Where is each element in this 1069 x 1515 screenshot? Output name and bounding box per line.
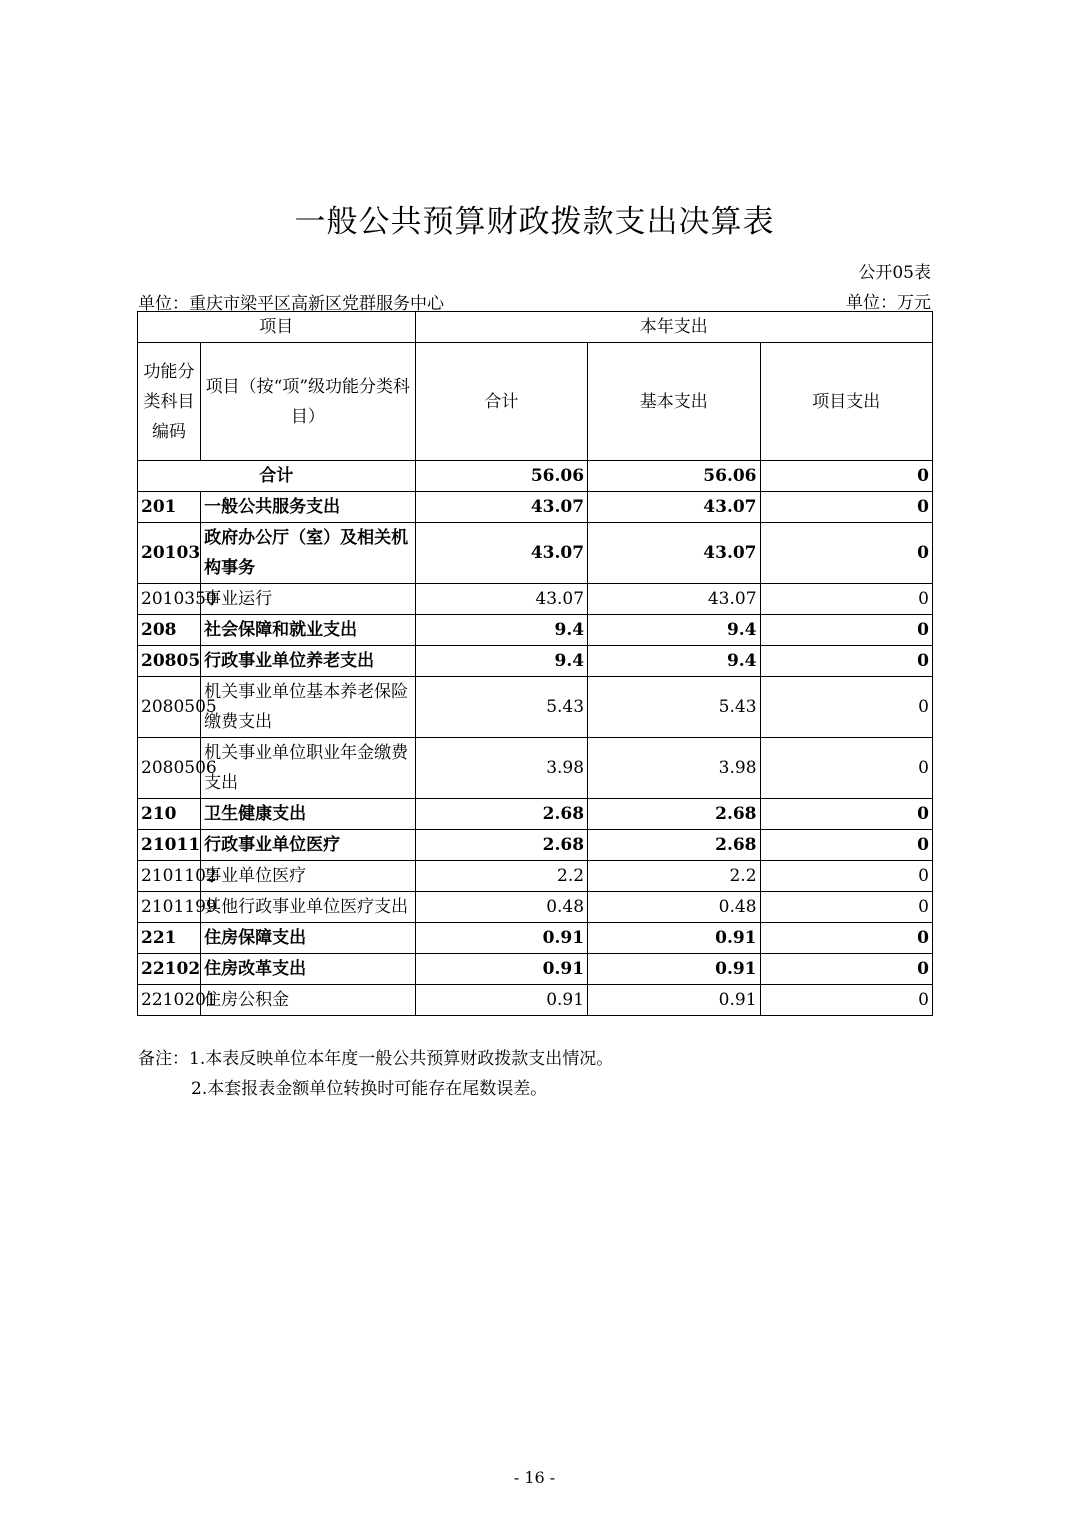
row-project: 0 xyxy=(760,923,932,954)
row-code: 2010350 xyxy=(138,584,201,615)
row-project: 0 xyxy=(760,830,932,861)
row-name: 机关事业单位基本养老保险缴费支出 xyxy=(201,677,416,738)
total-row xyxy=(138,461,933,492)
form-number: 公开05表 xyxy=(858,263,931,283)
row-code: 2080505 xyxy=(138,677,201,738)
table-row xyxy=(138,892,933,923)
row-basic: 2.68 xyxy=(588,799,760,830)
row-total: 9.4 xyxy=(415,646,587,677)
row-total: 2.68 xyxy=(415,799,587,830)
row-project: 0 xyxy=(760,584,932,615)
table-row xyxy=(138,738,933,799)
row-code: 21011 xyxy=(138,830,201,861)
row-basic: 2.68 xyxy=(588,830,760,861)
row-project: 0 xyxy=(760,861,932,892)
row-code: 20805 xyxy=(138,646,201,677)
row-total: 0.91 xyxy=(415,954,587,985)
row-total: 0.91 xyxy=(415,985,587,1016)
total-project: 0 xyxy=(760,461,932,492)
row-basic: 9.4 xyxy=(588,615,760,646)
header-item: 项目 xyxy=(138,312,416,343)
row-name: 政府办公厅（室）及相关机构事务 xyxy=(201,523,416,584)
row-project: 0 xyxy=(760,985,932,1016)
row-project: 0 xyxy=(760,892,932,923)
table-row xyxy=(138,861,933,892)
row-name: 社会保障和就业支出 xyxy=(201,615,416,646)
row-basic: 5.43 xyxy=(588,677,760,738)
currency-unit: 单位：万元 xyxy=(846,293,931,313)
row-name: 事业单位医疗 xyxy=(201,861,416,892)
row-code: 2101199 xyxy=(138,892,201,923)
row-name: 卫生健康支出 xyxy=(201,799,416,830)
table-row xyxy=(138,799,933,830)
row-code: 221 xyxy=(138,923,201,954)
table-row xyxy=(138,615,933,646)
header-name: 项目（按“项”级功能分类科目） xyxy=(201,343,416,461)
row-basic: 0.48 xyxy=(588,892,760,923)
page-number: - 16 - xyxy=(513,1468,556,1487)
row-name: 其他行政事业单位医疗支出 xyxy=(201,892,416,923)
total-amount: 56.06 xyxy=(415,461,587,492)
row-name: 住房保障支出 xyxy=(201,923,416,954)
row-code: 22102 xyxy=(138,954,201,985)
row-project: 0 xyxy=(760,523,932,584)
reporting-unit: 单位：重庆市梁平区高新区党群服务中心 xyxy=(138,294,444,314)
table-row xyxy=(138,677,933,738)
row-total: 43.07 xyxy=(415,492,587,523)
note-1: 备注：1.本表反映单位本年度一般公共预算财政拨款支出情况。 xyxy=(138,1049,614,1069)
row-code: 210 xyxy=(138,799,201,830)
table-row xyxy=(138,646,933,677)
row-basic: 0.91 xyxy=(588,985,760,1016)
header-project: 项目支出 xyxy=(760,343,932,461)
table-row xyxy=(138,985,933,1016)
row-total: 43.07 xyxy=(415,523,587,584)
row-total: 9.4 xyxy=(415,615,587,646)
row-project: 0 xyxy=(760,954,932,985)
row-code: 201 xyxy=(138,492,201,523)
row-basic: 43.07 xyxy=(588,523,760,584)
row-name: 行政事业单位医疗 xyxy=(201,830,416,861)
row-code: 2101102 xyxy=(138,861,201,892)
row-name: 一般公共服务支出 xyxy=(201,492,416,523)
row-name: 住房改革支出 xyxy=(201,954,416,985)
table-row xyxy=(138,523,933,584)
page-title: 一般公共预算财政拨款支出决算表 xyxy=(294,204,775,240)
row-project: 0 xyxy=(760,646,932,677)
row-total: 3.98 xyxy=(415,738,587,799)
row-total: 2.68 xyxy=(415,830,587,861)
row-code: 2210201 xyxy=(138,985,201,1016)
row-name: 机关事业单位职业年金缴费支出 xyxy=(201,738,416,799)
table-row xyxy=(138,954,933,985)
row-code: 2080506 xyxy=(138,738,201,799)
row-name: 事业运行 xyxy=(201,584,416,615)
row-total: 0.91 xyxy=(415,923,587,954)
header-basic: 基本支出 xyxy=(588,343,760,461)
row-project: 0 xyxy=(760,799,932,830)
row-basic: 0.91 xyxy=(588,923,760,954)
row-project: 0 xyxy=(760,677,932,738)
header-year-expenditure: 本年支出 xyxy=(415,312,932,343)
row-basic: 3.98 xyxy=(588,738,760,799)
row-basic: 43.07 xyxy=(588,584,760,615)
row-total: 2.2 xyxy=(415,861,587,892)
row-project: 0 xyxy=(760,615,932,646)
row-total: 43.07 xyxy=(415,584,587,615)
expenditure-table xyxy=(137,311,933,1016)
header-code: 功能分类科目编码 xyxy=(138,343,201,461)
row-project: 0 xyxy=(760,492,932,523)
row-total: 0.48 xyxy=(415,892,587,923)
row-basic: 0.91 xyxy=(588,954,760,985)
table-row xyxy=(138,584,933,615)
row-basic: 9.4 xyxy=(588,646,760,677)
table-row xyxy=(138,492,933,523)
total-basic: 56.06 xyxy=(588,461,760,492)
row-project: 0 xyxy=(760,738,932,799)
row-code: 208 xyxy=(138,615,201,646)
total-label: 合计 xyxy=(138,461,416,492)
header-total: 合计 xyxy=(415,343,587,461)
note-2: 2.本套报表金额单位转换时可能存在尾数误差。 xyxy=(191,1079,548,1099)
row-code: 20103 xyxy=(138,523,201,584)
row-total: 5.43 xyxy=(415,677,587,738)
row-basic: 2.2 xyxy=(588,861,760,892)
table-row xyxy=(138,923,933,954)
notes xyxy=(138,1044,613,1104)
row-name: 住房公积金 xyxy=(201,985,416,1016)
table-row xyxy=(138,830,933,861)
row-basic: 43.07 xyxy=(588,492,760,523)
row-name: 行政事业单位养老支出 xyxy=(201,646,416,677)
